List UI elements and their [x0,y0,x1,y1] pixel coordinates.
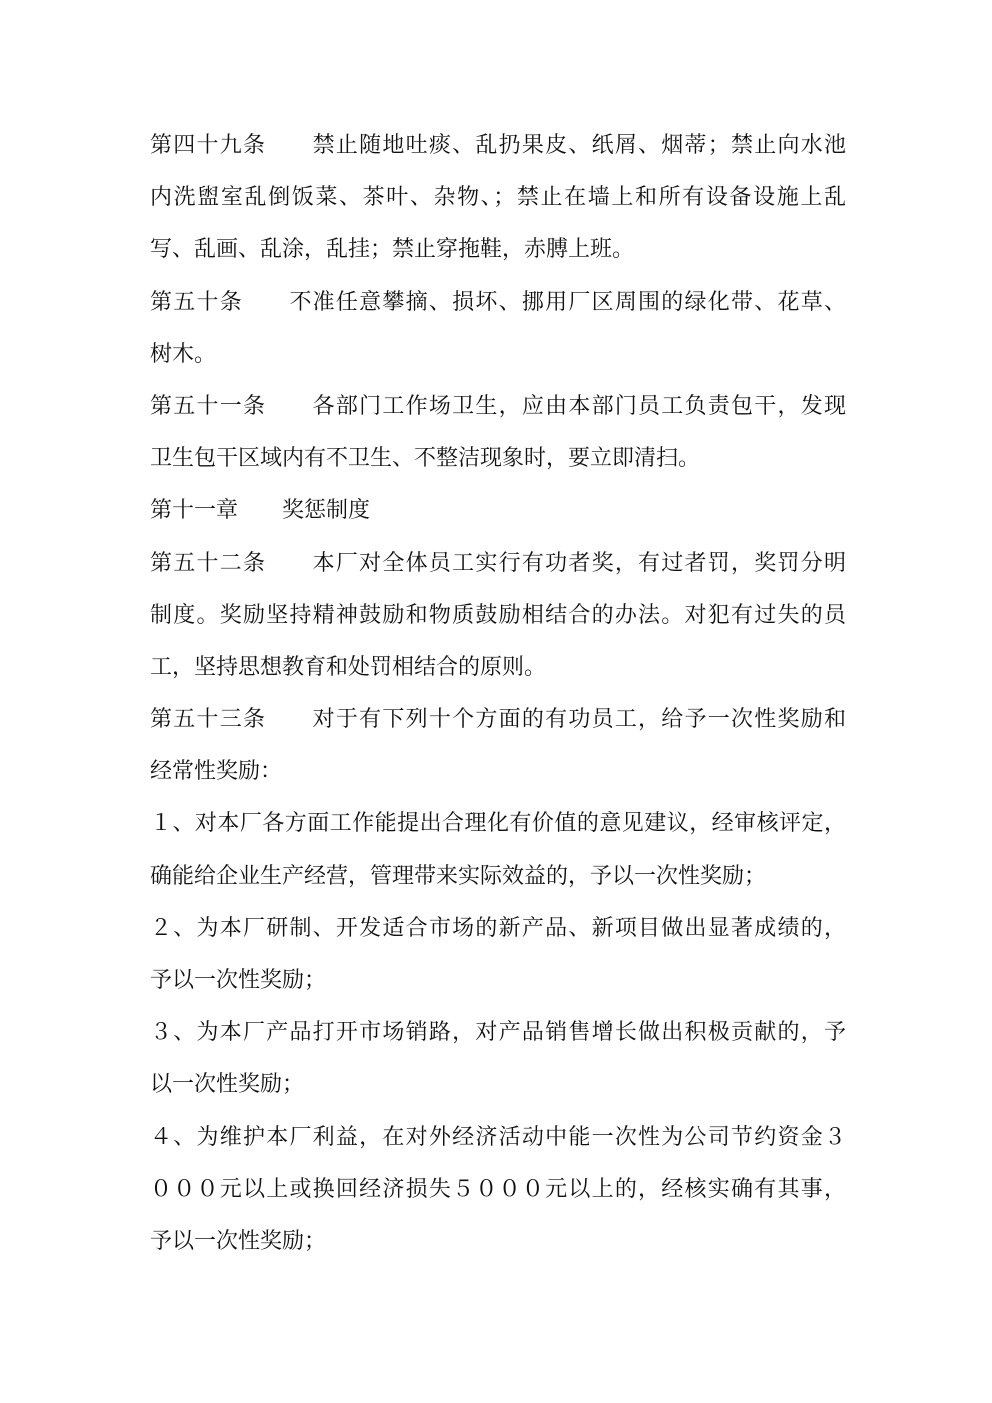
chapter-heading: 第十一章 奖惩制度 [150,498,371,524]
text-line: 第五十三条 对于有下列十个方面的有功员工，给予一次性奖励和 [150,707,846,733]
list-item-line: ２、为本厂研制、开发适合市场的新产品、新项目做出显著成绩的， [150,915,846,941]
text-line: 制度。奖励坚持精神鼓励和物质鼓励相结合的办法。对犯有过失的员 [150,602,846,628]
text-line: 内洗盥室乱倒饭菜、茶叶、杂物、；禁止在墙上和所有设备设施上乱 [150,185,846,211]
text-line: 工，坚持思想教育和处罚相结合的原则。 [150,654,547,680]
text-line: 卫生包干区域内有不卫生、不整洁现象时，要立即清扫。 [150,446,701,472]
text-line: 写、乱画、乱涂，乱挂；禁止穿拖鞋，赤膊上班。 [150,237,635,263]
text-line: 第五十二条 本厂对全体员工实行有功者奖，有过者罚，奖罚分明 [150,550,846,576]
text-line: 树木。 [150,341,217,367]
text-line: 第四十九条 禁止随地吐痰、乱扔果皮、纸屑、烟蒂；禁止向水池 [150,133,846,158]
list-item-line: 予以一次性奖励； [150,968,327,993]
document-body [150,120,846,1268]
text-line: 第五十条 不准任意攀摘、损坏、挪用厂区周围的绿化带、花草、 [150,289,846,315]
list-item-line: 以一次性奖励； [150,1072,305,1098]
list-item-line: ０００元以上或换回经济损失５０００元以上的，经核实确有其事， [150,1176,846,1202]
list-item-line: １、对本厂各方面工作能提出合理化有价值的意见建议，经审核评定， [150,811,846,837]
list-item-line: ４、为维护本厂利益，在对外经济活动中能一次性为公司节约资金３ [150,1124,846,1150]
list-item-line: 予以一次性奖励； [150,1228,327,1254]
text-line: 经常性奖励： [150,759,283,785]
text-line: 第五十一条 各部门工作场卫生，应由本部门员工负责包干，发现 [150,393,846,419]
list-item-line: 确能给企业生产经营，管理带来实际效益的，予以一次性奖励； [150,863,767,889]
list-item-line: ３、为本厂产品打开市场销路，对产品销售增长做出积极贡献的，予 [150,1020,846,1046]
